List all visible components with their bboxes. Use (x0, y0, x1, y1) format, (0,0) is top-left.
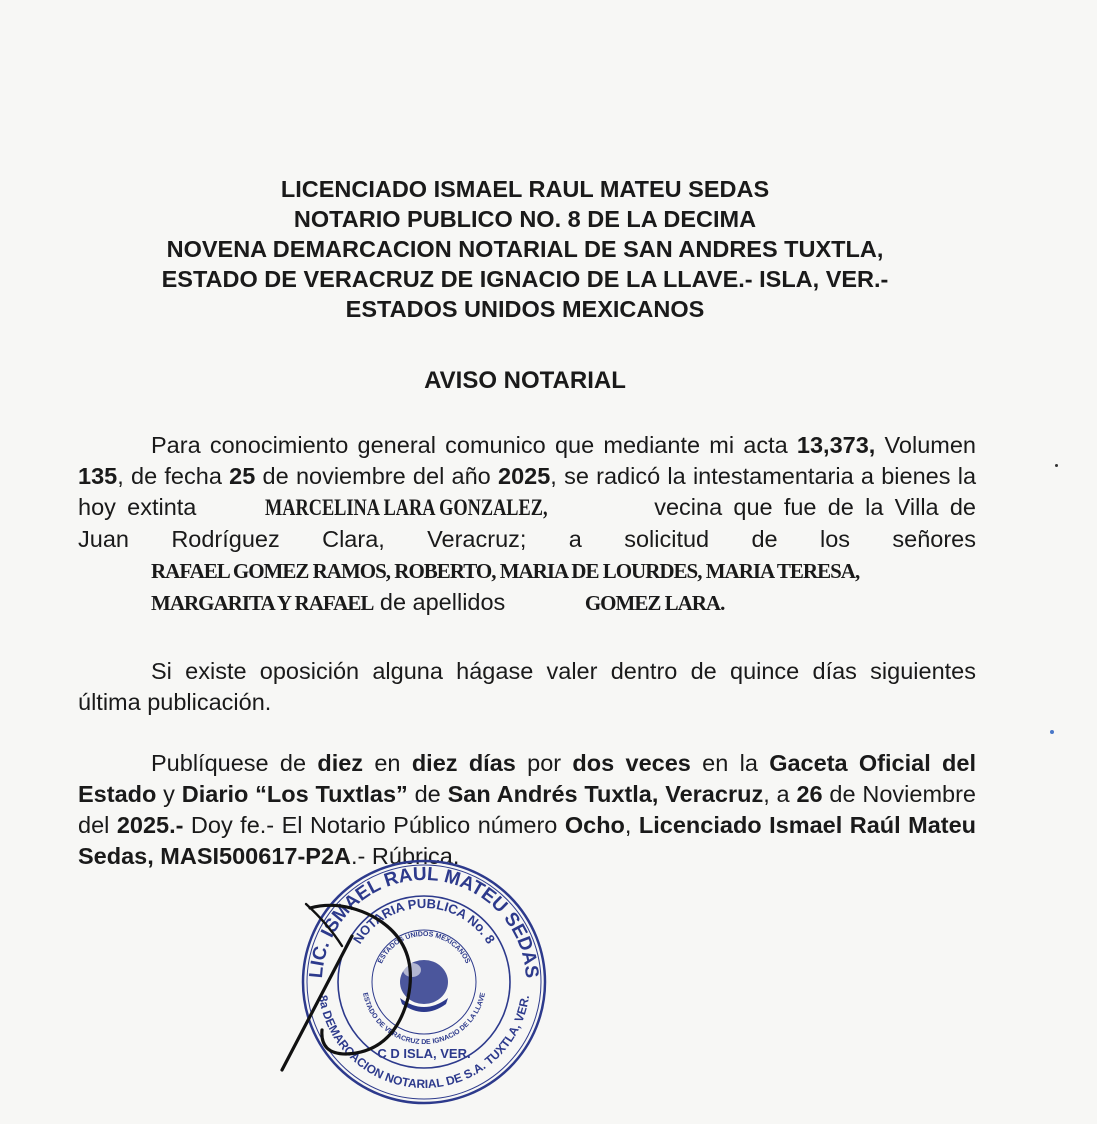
header-line: LICENCIADO ISMAEL RAUL MATEU SEDAS (280, 176, 770, 202)
text: de (407, 781, 448, 807)
signature (270, 880, 470, 1080)
text: por (515, 750, 573, 776)
header-line: ESTADOS UNIDOS MEXICANOS (345, 296, 705, 322)
seal-center-text: C D ISLA, VER. (377, 1046, 471, 1061)
bold-text: dos veces (572, 750, 691, 776)
heirs-names: MARGARITA Y RAFAEL (151, 591, 374, 615)
heirs-names: RAFAEL GOMEZ RAMOS, ROBERTO, MARIA DE LOURDES, MARIA TERESA, (151, 559, 860, 583)
date-year: 2025 (498, 463, 551, 489)
text: vecina que fue de la Villa de Juan Rodríguez Clara, Veracruz; a solicitud de los señores (78, 494, 977, 552)
text: Publíquese de (151, 750, 318, 776)
header-line: NOTARIO PUBLICO NO. 8 DE LA DECIMA (293, 206, 757, 232)
notary-number: Ocho (564, 812, 625, 838)
date-year: 2025.- (116, 812, 184, 838)
paragraph-opposition: Si existe oposición alguna hágase valer dentro de quince días siguientes última publicación. (78, 658, 976, 715)
date-day: 26 (796, 781, 823, 807)
seal-outer-top-text: LIC. ISMAEL RAUL MATEU SEDAS (305, 863, 543, 979)
bold-text: diez días (411, 750, 516, 776)
text: de Noviembre del (78, 781, 976, 838)
text: y (156, 781, 182, 807)
text: de noviembre del año (255, 463, 499, 489)
text: Para conocimiento general comunico que mediante mi acta (151, 432, 797, 458)
notary-name-rfc: Licenciado Ismael Raúl Mateu Sedas, MASI500617-P2A (78, 812, 977, 869)
text: , se radicó la intestamentaria a bienes la hoy extinta (78, 463, 977, 520)
text: , de fecha (117, 463, 230, 489)
gazette-name: Gaceta Oficial del Estado (78, 750, 976, 807)
speck (1055, 464, 1058, 467)
text: Doy fe.- El Notario Público número (183, 812, 565, 838)
heirs-surnames: GOMEZ LARA. (584, 591, 725, 615)
header-line: ESTADO DE VERACRUZ DE IGNACIO DE LA LLAVE.- ISLA, VER.- (161, 266, 889, 292)
text: Volumen (875, 432, 976, 458)
seal-outer-bottom-text: 8a DEMARCACION NOTARIAL DE S.A. TUXTLA, VER. (315, 994, 533, 1092)
text: de apellidos (373, 589, 512, 615)
paragraph-publication (78, 748, 976, 872)
header-line: NOVENA DEMARCACION NOTARIAL DE SAN ANDRES TUXTLA, (166, 236, 884, 262)
newspaper-name: Diario “Los Tuxtlas” (181, 781, 408, 807)
text: .- Rúbrica. (351, 843, 460, 869)
document-title: AVISO NOTARIAL (424, 367, 626, 394)
deceased-name: MARCELINA LARA GONZALEZ, (264, 495, 548, 521)
text: , a (763, 781, 797, 807)
seal-inner-bottom-text: ESTADO DE VERACRUZ DE IGNACIO DE LA LLAVE (361, 992, 487, 1047)
notary-header (60, 174, 990, 324)
paragraph-acta (78, 430, 976, 619)
volume-number: 135 (78, 463, 118, 489)
acta-number: 13,373, (796, 432, 876, 458)
bold-text: diez (317, 750, 364, 776)
date-day: 25 (229, 463, 256, 489)
seal-inner-arc-text: ESTADOS UNIDOS MEXICANOS (377, 930, 471, 965)
text: , (624, 812, 639, 838)
seal-inner-top-text: NOTARIA PUBLICA No. 8 (349, 895, 499, 947)
text: en la (690, 750, 770, 776)
text: en (363, 750, 412, 776)
speck (1050, 730, 1054, 734)
place-name: San Andrés Tuxtla, Veracruz (447, 781, 764, 807)
